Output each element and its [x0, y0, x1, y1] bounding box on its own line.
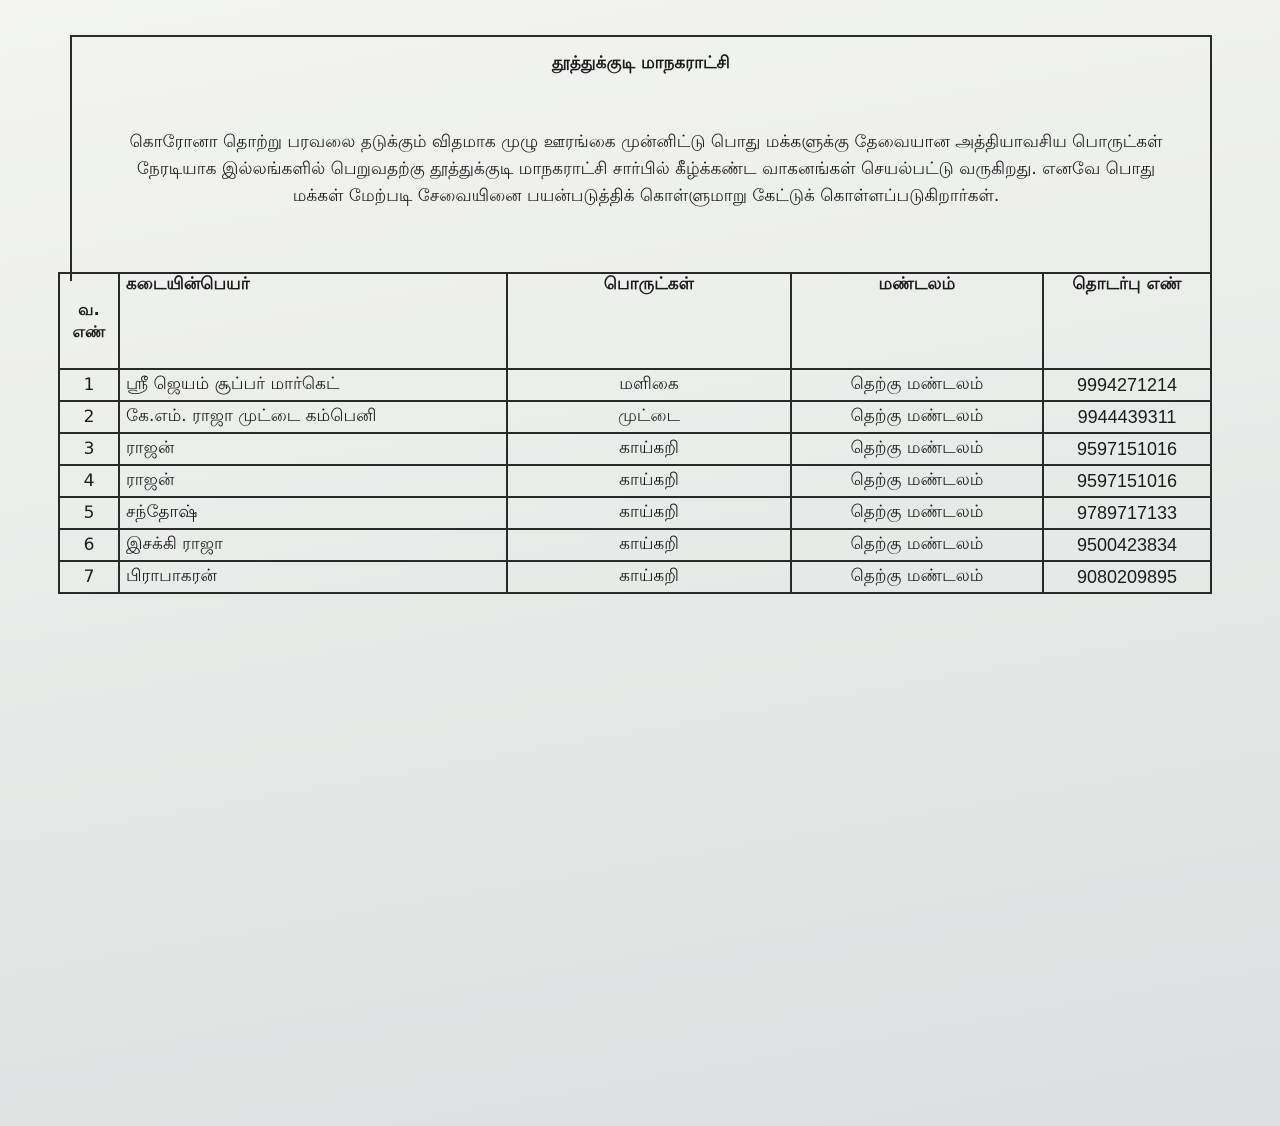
table-row	[59, 497, 1211, 529]
cell-zone: தெற்கு மண்டலம்	[791, 497, 1043, 529]
sno-header-line2: எண்	[72, 322, 106, 341]
table-row	[59, 369, 1211, 401]
table-row	[59, 433, 1211, 465]
cell-shop-name: இசக்கி ராஜா	[119, 529, 507, 561]
shops-table	[58, 272, 1212, 594]
column-header-zone: மண்டலம்	[791, 273, 1043, 369]
cell-sno: 7	[59, 561, 119, 593]
cell-phone: 9944439311	[1043, 401, 1211, 433]
table-row	[59, 561, 1211, 593]
cell-sno: 5	[59, 497, 119, 529]
table-row	[59, 465, 1211, 497]
column-header-sno	[59, 273, 119, 369]
cell-phone: 9597151016	[1043, 465, 1211, 497]
column-header-phone: தொடர்பு எண்	[1043, 273, 1211, 369]
cell-sno: 6	[59, 529, 119, 561]
cell-goods: காய்கறி	[507, 529, 791, 561]
notice-header-box	[70, 35, 1212, 281]
notice-paragraph: கொரோனா தொற்று பரவலை தடுக்கும் விதமாக முழு ஊரங்கை முன்னிட்டு பொது மக்களுக்கு தேவையான அத்தியாவசிய பொருட்கள் நேரடியாக இல்லங்களில் பெறுவதற்கு தூத்துக்குடி மாநகராட்சி சார்பில் கீழ்க்கண்ட வாகனங்கள் செயல்பட்டு வருகிறது. எனவே பொது மக்கள் மேற்படி சேவையினை பயன்படுத்திக் கொள்ளுமாறு கேட்டுக் கொள்ளப்படுகிறார்கள்.	[129, 132, 1163, 206]
cell-zone: தெற்கு மண்டலம்	[791, 561, 1043, 593]
cell-goods: காய்கறி	[507, 561, 791, 593]
cell-zone: தெற்கு மண்டலம்	[791, 401, 1043, 433]
cell-zone: தெற்கு மண்டலம்	[791, 465, 1043, 497]
corporation-title: தூத்துக்குடி மாநகராட்சி	[552, 53, 730, 73]
column-header-shop-name: கடையின்பெயர்	[119, 273, 507, 369]
cell-shop-name: பிராபாகரன்	[119, 561, 507, 593]
cell-goods: மளிகை	[507, 369, 791, 401]
cell-shop-name: ராஜன்	[119, 465, 507, 497]
table-row	[59, 529, 1211, 561]
table-header-row	[59, 273, 1211, 369]
shops-table-wrapper	[58, 272, 1210, 594]
cell-goods: முட்டை	[507, 401, 791, 433]
cell-goods: காய்கறி	[507, 465, 791, 497]
cell-phone: 9597151016	[1043, 433, 1211, 465]
table-row	[59, 401, 1211, 433]
cell-goods: காய்கறி	[507, 433, 791, 465]
column-header-goods: பொருட்கள்	[507, 273, 791, 369]
cell-phone: 9994271214	[1043, 369, 1211, 401]
cell-sno: 2	[59, 401, 119, 433]
cell-sno: 1	[59, 369, 119, 401]
cell-phone: 9789717133	[1043, 497, 1211, 529]
cell-phone: 9500423834	[1043, 529, 1211, 561]
cell-shop-name: ராஜன்	[119, 433, 507, 465]
cell-phone: 9080209895	[1043, 561, 1211, 593]
cell-zone: தெற்கு மண்டலம்	[791, 433, 1043, 465]
cell-zone: தெற்கு மண்டலம்	[791, 529, 1043, 561]
sno-header-line1: வ.	[78, 300, 100, 319]
cell-shop-name: சந்தோஷ்	[119, 497, 507, 529]
cell-sno: 4	[59, 465, 119, 497]
cell-zone: தெற்கு மண்டலம்	[791, 369, 1043, 401]
cell-shop-name: கே.எம். ராஜா முட்டை கம்பெனி	[119, 401, 507, 433]
cell-shop-name: ஸ்ரீ ஜெயம் சூப்பர் மார்கெட்	[119, 369, 507, 401]
cell-sno: 3	[59, 433, 119, 465]
cell-goods: காய்கறி	[507, 497, 791, 529]
